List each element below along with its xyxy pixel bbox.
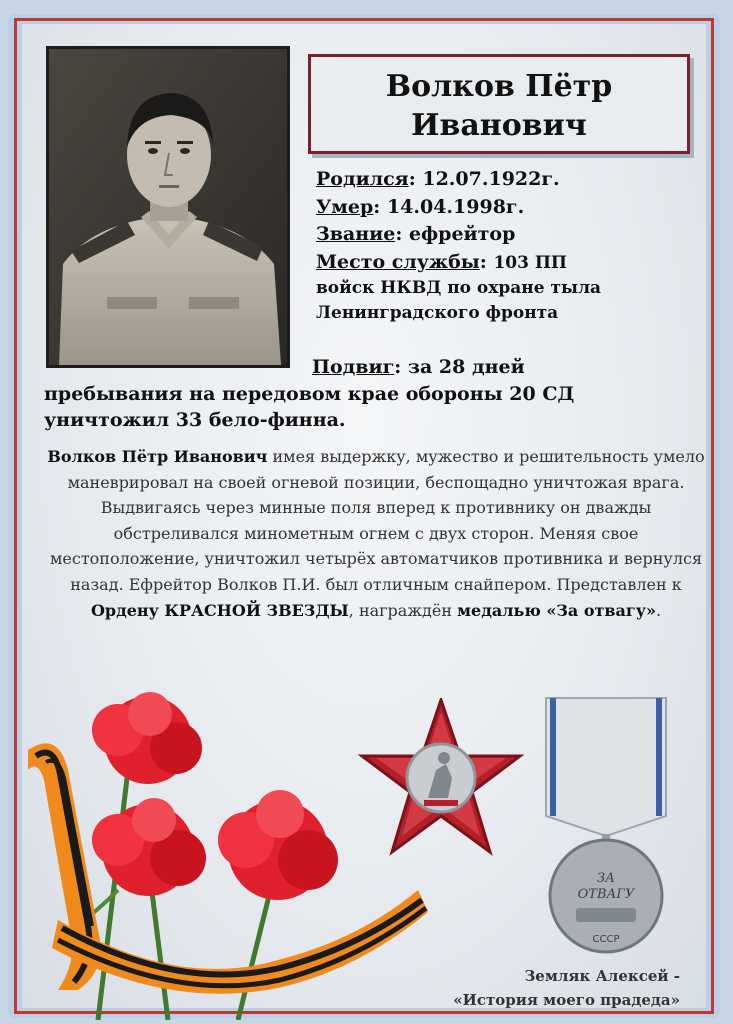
service-value-2: войск НКВД по охране тыла	[316, 278, 602, 299]
feat-line-1-text: за 28 дней	[407, 356, 525, 378]
name-box	[308, 54, 690, 154]
medal-for-courage-icon	[536, 696, 676, 966]
feat-line-2: пребывания на передовом крае обороны 20 СД	[44, 382, 575, 405]
portrait-photo	[46, 46, 290, 368]
feat-block	[44, 354, 709, 434]
info-block	[316, 166, 716, 325]
rank-row: Звание: ефрейтор	[316, 223, 516, 246]
service-row: Место службы: 103 ПП	[316, 250, 567, 273]
medal-text-line2: ОТВАГУ	[577, 887, 635, 902]
born-label: Родился	[316, 168, 409, 190]
died-value: 14.04.1998г.	[386, 195, 525, 218]
body-paragraph	[46, 444, 706, 623]
service-value-1: 103 ПП	[493, 252, 567, 273]
body-medal: медалью «За отвагу»	[457, 600, 656, 620]
service-label: Место службы	[316, 250, 480, 273]
name-line-2: Иванович	[411, 108, 587, 143]
died-row: Умер: 14.04.1998г.	[316, 195, 525, 218]
died-label: Умер	[316, 195, 374, 218]
service-value-3: Ленинградского фронта	[316, 302, 559, 323]
born-row: Родился: 12.07.1922г.	[316, 168, 560, 190]
body-name: Волков Пётр Иванович	[47, 447, 268, 466]
body-text-main: имея выдержку, мужество и решительность умело маневрировал на своей огневой позиции, беспощадно уничтожая врага. Выдвигаясь через минные поля вперед к противнику он дважды обстреливался минометным огнем с двух сторон. Меняя свое местоположение, уничтожил четырёх автоматчиков противника и вернулся назад. Ефрейтор Волков П.И. был отличным снайпером. Представлен к	[49, 447, 705, 594]
feat-label: Подвиг	[312, 356, 395, 378]
medal-text-line3: СССР	[592, 934, 620, 945]
signature-line-2: «История моего прадеда»	[453, 991, 680, 1009]
signature	[380, 964, 680, 1012]
signature-line-1: Земляк Алексей -	[524, 967, 680, 985]
carnation-flower	[218, 790, 338, 900]
feat-line-1: Подвиг: за 28 дней	[312, 356, 525, 378]
carnation-flower	[92, 798, 206, 896]
body-end: .	[655, 600, 662, 620]
medal-text-line1: ЗА	[597, 871, 615, 886]
carnation-flower	[92, 692, 202, 784]
rank-label: Звание	[316, 223, 396, 246]
name-line-1: Волков Пётр	[385, 69, 613, 104]
body-middle: , награждён	[348, 600, 453, 620]
order-red-star-icon	[356, 698, 526, 858]
rank-value: ефрейтор	[408, 223, 516, 246]
body-order: Ордену КРАСНОЙ ЗВЕЗДЫ	[90, 600, 349, 620]
born-value: 12.07.1922г.	[422, 168, 560, 190]
feat-line-3: уничтожил 33 бело-финна.	[44, 409, 346, 432]
